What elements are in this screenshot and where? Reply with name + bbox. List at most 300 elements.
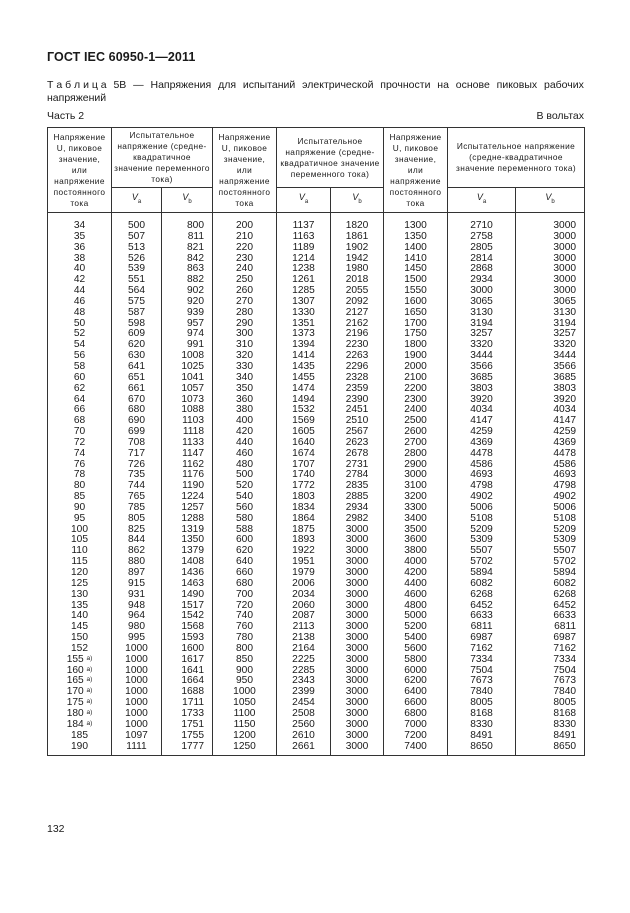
cell-value: 290: [236, 317, 254, 329]
cell-value: 1751: [181, 718, 205, 730]
cell-value: 6452: [553, 599, 577, 611]
cell-value: 1057: [181, 382, 205, 394]
cell-value: 7673: [470, 675, 493, 687]
cell-value: 1542: [181, 610, 205, 622]
header-vb-index: b: [188, 198, 192, 205]
cell-value: 310: [236, 339, 254, 351]
cell-value: 4693: [553, 469, 577, 481]
cell-value: 1000: [125, 653, 148, 665]
units-label: В вольтах: [536, 110, 584, 122]
cell-value: 1088: [181, 404, 205, 416]
cell-value: 1902: [345, 241, 369, 253]
cell-value: 3000: [345, 707, 369, 719]
cell-value: 2162: [345, 317, 369, 329]
cell-value: 5108: [553, 512, 577, 524]
cell-value: 1800: [404, 339, 427, 351]
cell-value: 2092: [345, 295, 369, 307]
cell-value: 2934: [345, 501, 369, 513]
cell-value: 140: [71, 610, 88, 622]
cell-value: 1176: [182, 469, 205, 481]
cell-value: 5309: [470, 534, 493, 546]
table-cell: [277, 742, 331, 756]
cell-value: 74: [73, 447, 86, 459]
cell-value: 526: [128, 252, 145, 264]
cell-value: 100: [71, 523, 88, 535]
cell-value: 539: [128, 263, 145, 275]
cell-value: 1103: [182, 415, 205, 427]
cell-value: 160: [66, 664, 84, 676]
cell-value: 8005: [470, 697, 493, 709]
cell-value: 4798: [470, 480, 493, 492]
cell-value: 760: [236, 621, 254, 633]
header-vb: [162, 188, 213, 213]
cell-value: 1133: [182, 436, 205, 448]
cell-value: 3600: [404, 534, 427, 546]
cell-value: 3566: [553, 360, 577, 372]
cell-value: 2296: [345, 360, 369, 372]
cell-value: 2560: [292, 718, 315, 730]
cell-value: 6400: [404, 686, 427, 698]
cell-value: 1261: [292, 274, 315, 286]
cell-value: 3685: [470, 371, 493, 383]
cell-value: 931: [128, 588, 145, 600]
cell-value: 640: [236, 556, 254, 568]
table-caption: [47, 79, 584, 105]
cell-value: 360: [236, 393, 254, 405]
cell-value: 8168: [470, 707, 493, 719]
caption-word: основе: [455, 79, 490, 91]
cell-value: 862: [128, 545, 145, 557]
header-test-voltage: Испытательное напряжение (средне-квадратичное значение переменного тока): [277, 128, 384, 188]
cell-value: 1861: [345, 230, 369, 242]
cell-value: 680: [236, 577, 254, 589]
cell-value: 280: [236, 306, 254, 318]
cell-value: 300: [236, 328, 254, 340]
caption-word: для: [218, 79, 237, 91]
cell-value: 765: [128, 491, 145, 503]
cell-value: 54: [73, 339, 86, 351]
header-vb-symbol: V: [545, 192, 552, 203]
cell-value: 540: [236, 491, 254, 503]
cell-value: 2800: [404, 447, 427, 459]
cell-value: 3000: [404, 469, 427, 481]
cell-value: 991: [187, 339, 205, 351]
header-va-symbol: V: [476, 192, 483, 203]
cell-value: 1979: [292, 567, 315, 578]
cell-value: 1820: [345, 220, 369, 231]
cell-value: 2034: [292, 588, 315, 600]
cell-value: 2006: [292, 577, 315, 589]
cell-value: 4586: [470, 458, 493, 470]
cell-value: 230: [236, 252, 254, 264]
cell-value: 1711: [182, 697, 205, 709]
cell-value: 34: [73, 220, 86, 231]
cell-value: 4200: [404, 567, 427, 578]
cell-value: 2230: [345, 339, 369, 351]
caption-word: прочности: [380, 79, 431, 91]
cell-value: 5507: [470, 545, 493, 557]
cell-value: 507: [128, 230, 145, 242]
caption-word: пиковых: [496, 79, 538, 91]
cell-value: 3000: [345, 577, 369, 589]
cell-value: 3257: [553, 328, 577, 340]
cell-value: 6268: [553, 588, 577, 600]
table-cell: [162, 742, 213, 756]
cell-value: 6200: [404, 675, 427, 687]
cell-value: 2623: [345, 436, 369, 448]
cell-value: 2710: [470, 220, 493, 231]
cell-value: 48: [73, 306, 86, 318]
cell-value: 2661: [292, 740, 315, 752]
cell-value: 270: [236, 295, 254, 307]
cell-value: 1000: [233, 686, 256, 698]
cell-value: 175: [66, 697, 84, 709]
cell-value: 3000: [553, 263, 577, 275]
cell-value: 115: [71, 556, 88, 568]
cell-value: 744: [128, 480, 145, 492]
cell-value: 2758: [470, 230, 493, 242]
cell-value: 4147: [553, 415, 577, 427]
cell-value: 320: [236, 350, 254, 362]
cell-value: 1000: [125, 686, 148, 698]
cell-value: 130: [71, 588, 88, 600]
cell-value: 1463: [181, 577, 205, 589]
cell-value: 1189: [292, 241, 315, 253]
cell-value: 2500: [404, 415, 427, 427]
cell-value: 3444: [470, 350, 493, 362]
table-body: [48, 213, 585, 756]
cell-value: 4902: [553, 491, 577, 503]
cell-value: 740: [236, 610, 254, 622]
cell-value: 78: [73, 469, 86, 481]
cell-value: 2225: [292, 653, 315, 665]
footnote-mark: a): [86, 665, 93, 673]
cell-value: 3803: [553, 382, 577, 394]
cell-value: 2018: [345, 274, 369, 286]
cell-value: 105: [71, 534, 88, 546]
caption-word: на: [437, 79, 449, 91]
cell-value: 1490: [181, 588, 205, 600]
cell-value: 670: [128, 393, 145, 405]
cell-value: 3000: [345, 642, 369, 654]
cell-value: 2113: [292, 621, 315, 633]
cell-value: 1147: [182, 447, 205, 459]
cell-value: 2805: [470, 241, 493, 253]
cell-value: 1980: [345, 263, 369, 275]
cell-value: 6268: [470, 588, 493, 600]
cell-value: 66: [73, 404, 86, 416]
cell-value: 2100: [404, 371, 427, 383]
cell-value: 240: [236, 263, 254, 275]
cell-value: 7840: [553, 686, 577, 698]
cell-value: 7400: [404, 740, 427, 752]
footnote-mark: a): [86, 654, 93, 662]
cell-value: 40: [73, 263, 86, 275]
cell-value: 1755: [181, 729, 205, 741]
cell-value: 155: [66, 653, 84, 665]
cell-value: 2934: [470, 274, 493, 286]
cell-value: 3320: [470, 339, 493, 351]
cell-value: 3000: [345, 599, 369, 611]
cell-value: 5702: [470, 556, 493, 568]
table-cell: [213, 742, 277, 756]
cell-value: 1674: [292, 447, 315, 459]
cell-value: 4478: [553, 447, 577, 459]
cell-value: 2390: [345, 393, 369, 405]
cell-value: 3000: [345, 567, 369, 578]
header-vb-index: b: [358, 198, 362, 205]
cell-value: 1050: [233, 697, 256, 709]
cell-value: 2508: [292, 707, 315, 719]
cell-value: 5108: [470, 512, 493, 524]
header-vb-symbol: V: [352, 192, 359, 203]
cell-value: 4369: [553, 436, 577, 448]
cell-value: 4259: [553, 426, 577, 438]
table-part-label: Часть 2: [47, 110, 85, 122]
cell-value: 780: [236, 632, 254, 644]
cell-value: 2567: [345, 426, 369, 438]
cell-value: 1000: [125, 642, 148, 654]
cell-value: 3000: [345, 632, 369, 644]
cell-value: 1875: [292, 523, 315, 535]
cell-value: 1942: [345, 252, 369, 264]
cell-value: 1073: [181, 393, 205, 405]
cell-value: 1150: [233, 718, 256, 730]
cell-value: 1414: [292, 350, 315, 362]
cell-value: 700: [236, 588, 254, 600]
cell-value: 35: [73, 230, 86, 242]
cell-value: 5894: [470, 567, 493, 578]
cell-value: 7334: [470, 653, 493, 665]
cell-value: 52: [73, 328, 86, 340]
cell-value: 1214: [292, 252, 315, 264]
cell-value: 1733: [181, 707, 205, 719]
cell-value: 36: [73, 241, 86, 253]
cell-value: 72: [73, 436, 86, 448]
cell-value: 420: [236, 426, 254, 438]
footnote-mark: a): [86, 676, 93, 684]
cell-value: 3065: [470, 295, 493, 307]
cell-value: 2300: [404, 393, 427, 405]
cell-value: 3000: [553, 285, 577, 297]
cell-value: 717: [128, 447, 145, 459]
cell-value: 3194: [470, 317, 493, 329]
cell-value: 900: [236, 664, 254, 676]
cell-value: 2000: [404, 360, 427, 372]
cell-value: 110: [71, 545, 88, 557]
cell-value: 6811: [470, 621, 493, 633]
cell-value: 2164: [292, 642, 315, 654]
cell-value: 1097: [125, 729, 148, 741]
cell-value: 3100: [404, 480, 427, 492]
cell-value: 957: [187, 317, 205, 329]
cell-value: 850: [236, 653, 254, 665]
cell-value: 8168: [553, 707, 577, 719]
cell-value: 2814: [470, 252, 493, 264]
cell-value: 3000: [553, 241, 577, 253]
cell-value: 2400: [404, 404, 427, 416]
cell-value: 76: [73, 458, 86, 470]
cell-value: 3920: [553, 393, 577, 405]
cell-value: 2731: [345, 458, 369, 470]
cell-value: 180: [66, 707, 84, 719]
cell-value: 7334: [553, 653, 577, 665]
cell-value: 95: [73, 512, 86, 524]
cell-value: 620: [128, 339, 145, 351]
cell-value: 135: [71, 599, 88, 611]
cell-value: 8491: [553, 729, 577, 741]
cell-value: 1650: [404, 306, 427, 318]
cell-value: 575: [128, 295, 145, 307]
cell-value: 3000: [345, 523, 369, 535]
cell-value: 1605: [292, 426, 315, 438]
header-vb: [516, 188, 585, 213]
cell-value: 8330: [553, 718, 577, 730]
cell-value: 3000: [345, 740, 369, 752]
cell-value: 2263: [345, 350, 369, 362]
cell-value: 5200: [404, 621, 427, 633]
table-header: [48, 128, 585, 213]
cell-value: 564: [128, 285, 145, 297]
footnote-mark: a): [86, 708, 93, 716]
cell-value: 1740: [292, 469, 315, 481]
caption-word: 5В: [113, 79, 127, 91]
table-cell: [384, 742, 448, 756]
cell-value: 200: [236, 220, 254, 231]
cell-value: 1450: [404, 263, 427, 275]
footnote-mark: a): [86, 719, 93, 727]
cell-value: 380: [236, 404, 254, 416]
cell-value: 1688: [181, 686, 205, 698]
cell-value: 1922: [292, 545, 315, 557]
cell-value: 4586: [553, 458, 577, 470]
cell-value: 2055: [345, 285, 369, 297]
cell-value: 340: [236, 371, 254, 383]
header-peak-voltage: Напряжение U, пиковое значение, или напряжение постоянного тока: [384, 128, 448, 213]
header-test-voltage: Испытательное напряжение (средне-квадратичное значение переменного тока): [112, 128, 213, 188]
cell-value: 5600: [404, 642, 427, 654]
cell-value: 2285: [292, 664, 315, 676]
cell-value: 6082: [470, 577, 493, 589]
cell-value: 1410: [404, 252, 427, 264]
cell-value: 1330: [292, 306, 315, 318]
header-va: [277, 188, 331, 213]
cell-value: 2127: [345, 306, 369, 318]
cell-value: 400: [236, 415, 254, 427]
cell-value: 1455: [292, 371, 315, 383]
cell-value: 1162: [182, 458, 205, 470]
cell-value: 805: [128, 512, 145, 524]
cell-value: 4478: [470, 447, 493, 459]
cell-value: 2138: [292, 632, 315, 644]
cell-value: 38: [73, 252, 86, 264]
cell-value: 1777: [181, 740, 205, 752]
footnote-mark: a): [86, 687, 93, 695]
cell-value: 1400: [404, 241, 427, 253]
cell-value: 3000: [345, 664, 369, 676]
cell-value: 1025: [181, 360, 205, 372]
header-peak-voltage: Напряжение U, пиковое значение, или напряжение постоянного тока: [213, 128, 277, 213]
cell-value: 3000: [470, 285, 493, 297]
cell-value: 7000: [404, 718, 427, 730]
cell-value: 902: [187, 285, 205, 297]
cell-value: 821: [187, 241, 205, 253]
caption-word: Т а б л и ц а: [47, 79, 107, 91]
cell-value: 609: [128, 328, 145, 340]
cell-value: 3000: [345, 686, 369, 698]
cell-value: 2835: [345, 480, 369, 492]
cell-value: 5400: [404, 632, 427, 644]
cell-value: 3000: [345, 545, 369, 557]
cell-value: 661: [128, 382, 145, 394]
cell-value: 125: [71, 577, 88, 589]
voltage-table: [47, 127, 585, 756]
cell-value: 1224: [181, 491, 205, 503]
cell-value: 720: [236, 599, 254, 611]
cell-value: 1600: [181, 642, 205, 654]
cell-value: 6452: [470, 599, 493, 611]
cell-value: 844: [128, 534, 145, 546]
cell-value: 5800: [404, 653, 427, 665]
cell-value: 882: [187, 274, 205, 286]
caption-word: электрической: [302, 79, 374, 91]
footnote-mark: a): [86, 698, 93, 706]
cell-value: 220: [236, 241, 254, 253]
cell-value: 2060: [292, 599, 315, 611]
caption-word: рабочих: [543, 79, 584, 91]
cell-value: 1569: [292, 415, 315, 427]
header-va-index: a: [304, 198, 309, 205]
cell-value: 3000: [345, 621, 369, 633]
cell-value: 4259: [470, 426, 493, 438]
cell-value: 1100: [233, 707, 256, 719]
cell-value: 3566: [470, 360, 493, 372]
cell-value: 3000: [345, 697, 369, 709]
cell-value: 1408: [181, 556, 205, 568]
cell-value: 8330: [470, 718, 493, 730]
cell-value: 440: [236, 436, 254, 448]
cell-value: 85: [73, 491, 86, 503]
cell-value: 3300: [404, 501, 427, 513]
cell-value: 184: [66, 718, 84, 730]
cell-value: 1000: [125, 707, 148, 719]
header-peak-voltage: Напряжение U, пиковое значение, или напряжение постоянного тока: [48, 128, 112, 213]
cell-value: 1568: [181, 621, 205, 633]
cell-value: 7200: [404, 729, 427, 741]
cell-value: 3000: [553, 274, 577, 286]
header-va-symbol: V: [298, 192, 305, 203]
cell-value: 6633: [470, 610, 493, 622]
cell-value: 1238: [292, 263, 315, 275]
cell-value: 2900: [404, 458, 427, 470]
cell-value: 598: [128, 317, 145, 329]
caption-word: —: [133, 79, 144, 91]
cell-value: 5507: [553, 545, 577, 557]
page-number: 132: [47, 823, 65, 835]
cell-value: 785: [128, 501, 145, 513]
cell-value: 500: [128, 220, 145, 231]
caption-word: испытаний: [242, 79, 296, 91]
cell-value: 1700: [404, 317, 427, 329]
cell-value: 1250: [233, 740, 256, 752]
caption-word: Напряжения: [150, 79, 212, 91]
cell-value: 4034: [470, 404, 493, 416]
cell-value: 480: [236, 458, 254, 470]
cell-value: 3194: [553, 317, 577, 329]
cell-value: 2196: [345, 328, 369, 340]
cell-value: 4693: [470, 469, 493, 481]
cell-value: 2399: [292, 686, 315, 698]
